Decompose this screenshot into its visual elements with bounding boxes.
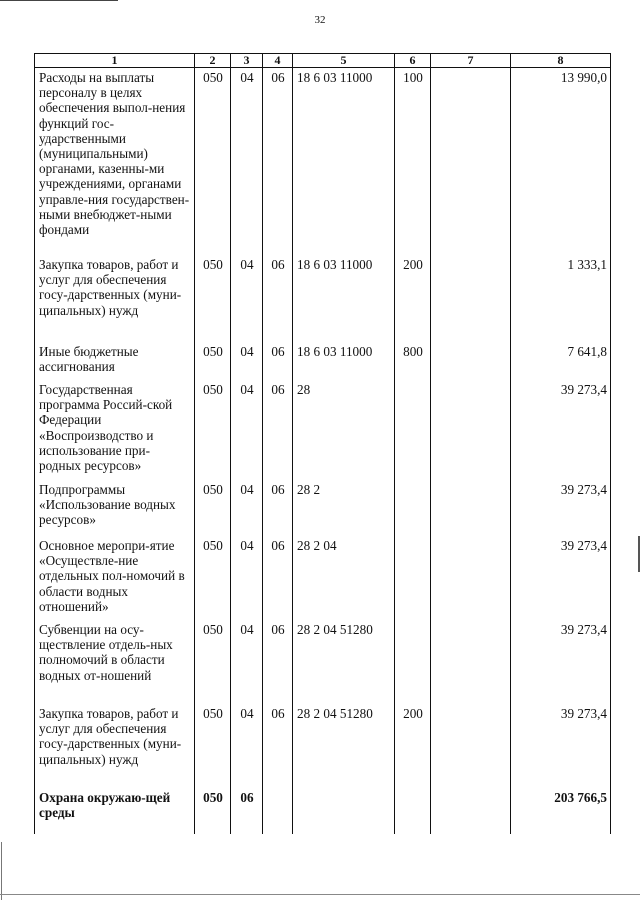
bottom-rule [0, 894, 640, 895]
row-expense-type [395, 380, 431, 480]
header-col-2: 2 [195, 54, 231, 68]
header-row [35, 54, 611, 68]
row-subsection: 06 [263, 620, 293, 704]
row-target-item: 28 2 04 51280 [293, 704, 395, 788]
row-expense-type [395, 788, 431, 834]
table-row [35, 620, 611, 704]
row-subsection: 06 [263, 536, 293, 620]
header-col-6: 6 [395, 54, 431, 68]
row-name: Подпрограммы «Использование водных ресурсов» [35, 480, 195, 536]
binding-mark [1, 842, 2, 900]
table-row [35, 68, 611, 256]
row-name: Субвенции на осу-ществление отдель-ных полномочий в области водных от-ношений [35, 620, 195, 704]
row-amount: 7 641,8 [511, 342, 611, 380]
row-subsection: 06 [263, 68, 293, 256]
row-col7 [431, 480, 511, 536]
table-row [35, 536, 611, 620]
row-chapter: 050 [195, 788, 231, 834]
row-name: Охрана окружаю-щей среды [35, 788, 195, 834]
row-expense-type: 200 [395, 255, 431, 342]
top-rule [0, 0, 118, 1]
row-subsection [263, 788, 293, 834]
row-amount: 13 990,0 [511, 68, 611, 256]
row-chapter: 050 [195, 480, 231, 536]
budget-table [34, 53, 611, 834]
row-name: Закупка товаров, работ и услуг для обеспечения госу-дарственных (муни-ципальных) нужд [35, 704, 195, 788]
row-expense-type: 100 [395, 68, 431, 256]
header-col-3: 3 [231, 54, 263, 68]
row-target-item: 28 2 04 [293, 536, 395, 620]
row-section: 04 [231, 536, 263, 620]
row-section: 04 [231, 704, 263, 788]
row-chapter: 050 [195, 704, 231, 788]
row-col7 [431, 788, 511, 834]
row-section: 04 [231, 620, 263, 704]
row-target-item [293, 788, 395, 834]
row-subsection: 06 [263, 704, 293, 788]
row-expense-type: 200 [395, 704, 431, 788]
table-row [35, 788, 611, 834]
row-col7 [431, 380, 511, 480]
table-body [35, 68, 611, 835]
row-target-item: 18 6 03 11000 [293, 342, 395, 380]
table-row [35, 342, 611, 380]
row-amount: 203 766,5 [511, 788, 611, 834]
row-col7 [431, 255, 511, 342]
row-amount: 39 273,4 [511, 536, 611, 620]
row-amount: 1 333,1 [511, 255, 611, 342]
row-expense-type [395, 620, 431, 704]
row-name: Расходы на выплаты персоналу в целях обеспечения выпол-нения функций гос-ударственными (муниципальными) органами, казенны-ми учреждениями, органами управле-ния государствен-ными внебюджет-ными фондами [35, 68, 195, 256]
table-row [35, 255, 611, 342]
row-col7 [431, 68, 511, 256]
row-section: 04 [231, 380, 263, 480]
row-amount: 39 273,4 [511, 704, 611, 788]
row-section: 04 [231, 255, 263, 342]
header-col-5: 5 [293, 54, 395, 68]
row-expense-type [395, 536, 431, 620]
row-subsection: 06 [263, 480, 293, 536]
row-chapter: 050 [195, 342, 231, 380]
header-col-1: 1 [35, 54, 195, 68]
row-target-item: 28 2 [293, 480, 395, 536]
row-chapter: 050 [195, 68, 231, 256]
row-section: 06 [231, 788, 263, 834]
table-row [35, 704, 611, 788]
row-target-item: 28 [293, 380, 395, 480]
row-target-item: 28 2 04 51280 [293, 620, 395, 704]
row-name: Государственная программа Россий-ской Федерации «Воспроизводство и использование при-родных ресурсов» [35, 380, 195, 480]
row-section: 04 [231, 68, 263, 256]
row-amount: 39 273,4 [511, 480, 611, 536]
row-col7 [431, 704, 511, 788]
row-name: Иные бюджетные ассигнования [35, 342, 195, 380]
row-chapter: 050 [195, 380, 231, 480]
row-section: 04 [231, 342, 263, 380]
row-col7 [431, 620, 511, 704]
row-col7 [431, 536, 511, 620]
table-row [35, 380, 611, 480]
row-name: Основное меропри-ятие «Осуществле-ние отдельных пол-номочий в области водных отношений» [35, 536, 195, 620]
row-amount: 39 273,4 [511, 620, 611, 704]
row-name: Закупка товаров, работ и услуг для обеспечения госу-дарственных (муни-ципальных) нужд [35, 255, 195, 342]
row-expense-type [395, 480, 431, 536]
row-section: 04 [231, 480, 263, 536]
table-row [35, 480, 611, 536]
row-chapter: 050 [195, 255, 231, 342]
page-number: 32 [314, 14, 326, 26]
row-subsection: 06 [263, 380, 293, 480]
row-target-item: 18 6 03 11000 [293, 68, 395, 256]
row-col7 [431, 342, 511, 380]
row-chapter: 050 [195, 536, 231, 620]
row-chapter: 050 [195, 620, 231, 704]
header-col-4: 4 [263, 54, 293, 68]
header-col-7: 7 [431, 54, 511, 68]
row-expense-type: 800 [395, 342, 431, 380]
row-subsection: 06 [263, 255, 293, 342]
row-amount: 39 273,4 [511, 380, 611, 480]
header-col-8: 8 [511, 54, 611, 68]
row-subsection: 06 [263, 342, 293, 380]
row-target-item: 18 6 03 11000 [293, 255, 395, 342]
